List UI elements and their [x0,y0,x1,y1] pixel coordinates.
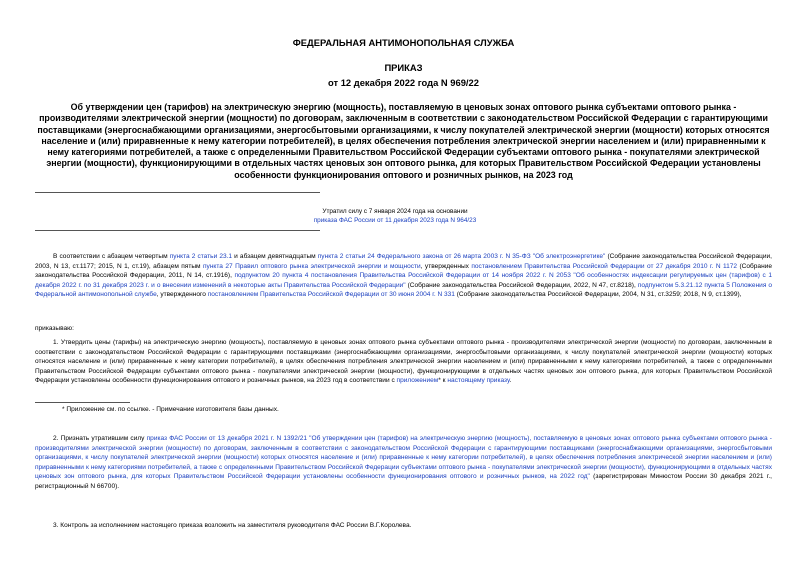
basis-text-4: , утвержденных [420,262,472,270]
appendix-link[interactable]: приложением [396,377,439,384]
basis-text-5: (Собрание законодательства Российской Федерации, 2011, N 14, ст.1916), [35,262,772,279]
regulation-link[interactable]: подпунктом 5.3.21.12 пункта 5 Положения о Федеральной антимонопольной службе [35,281,773,298]
decree-link-1172[interactable]: постановлением Правительства Российской Федерации от 27 декабря 2010 г. N 1172 [471,262,738,270]
basis-text-7: , утвержденного [156,291,208,298]
divider-bottom [35,230,320,231]
decree-link-2053[interactable]: подпунктом 20 пункта 4 постановления Правительства Российской Федерации от 14 ноября 2022 г. N 2053 "Об особенностях индексации регулируемых цен (тарифов) с 1 декабря 2022 г. по 31 декабря 2023 г. и о внесении изменений в некоторые акты Правительства Российской Федерации" [35,272,772,289]
item-3-text: 3. Контроль за исполнением настоящего приказа возложить на заместителя руководителя ФАС России В.Г.Королева. [53,522,412,529]
status-note [270,207,520,226]
divider-top [35,192,320,193]
item-1-text: 1. Утвердить цены (тарифы) на электрическую энергию (мощность), поставляемую в ценовых зонах оптового рынка субъектами оптового рынка - производителями электрической энергии (мощности) по договорам, заключенным в соответствии с законодательством Российской Федерации с гарантирующими поставщиками (энергоснабжающими организациями, энергосбытовыми организациями, к числу покупателей электрической энергии (мощности) которых относятся население и (или) приравненные к нему категории потребителей), в целях обеспечения потребления электрической энергии населением и (или) приравненными к нему категориями потребителей, а также с определенными Правительством Российской Федерации субъектами оптового рынка - покупателями электрической энергии (мощности), функционирующими в отдельных частях ценовых зон оптового рынка, для которых Правительством Российской Федерации установлены особенности функционирования оптового и розничных рынков, на 2023 год в соответствии с [35,339,772,384]
ordered-label: приказываю: [35,325,74,332]
document-title: Об утверждении цен (тарифов) на электрическую энергию (мощность), поставляемую в ценовых зонах оптового рынка субъектами оптового рынка - производителями электрической энергии (мощности) по договорам, заключенным в соответствии с законодательством Российской Федерации с гарантирующими поставщиками (энергоснабжающими организациями, энергосбытовыми организациями, к числу покупателей электрической энергии (мощности) которых относятся население и (или) приравненные к нему категории потребителей), в целях обеспечения потребления электрической энергии населением и (или) приравненными к нему категориями потребителей, а также с определенными Правительством Российской Федерации субъектами оптового рынка - покупателями электрической энергии (мощности), функционирующими в отдельных частях ценовых зон оптового рынка, для которых Правительством Российской Федерации установлены особенности функционирования оптового и розничных рынков, на 2023 год [37,102,770,180]
item-1-paragraph [35,338,772,386]
document-date: от 12 декабря 2022 года N 969/22 [328,77,479,88]
basis-text-6: (Собрание законодательства Российской Федерации, 2022, N 47, ст.8218), [405,281,638,289]
law-link-2[interactable]: пункта 2 статьи 24 Федерального закона от 26 марта 2003 г. N 35-ФЗ "Об электроэнергетике" [317,253,606,260]
decree-link-331[interactable]: постановлением Правительства Российской Федерации от 30 июня 2004 г. N 331 [207,291,455,298]
repeal-order-link[interactable]: приказа ФАС России от 11 декабря 2023 года N 964/23 [313,217,477,225]
agency-name: ФЕДЕРАЛЬНАЯ АНТИМОНОПОЛЬНАЯ СЛУЖБА [292,37,515,48]
basis-paragraph [35,252,772,300]
this-order-link[interactable]: настоящему приказу [447,377,510,384]
basis-text-2: и абзацем девятнадцатым [232,253,318,260]
item-2-end: (зарегистрирован Минюстом России 30 декабря 2021 г., регистрационный N 66700). [35,473,773,490]
rules-link[interactable]: пункта 27 Правил оптового рынка электрической энергии и мощности [203,262,421,270]
status-text: Утратил силу с 7 января 2024 года на основании [322,208,468,215]
law-link-1[interactable]: пункта 2 статьи 23.1 [169,253,233,260]
basis-text-8: (Собрание законодательства Российской Федерации, 2004, N 31, ст.3259; 2018, N 9, ст.1399), [454,291,742,298]
item-2-text: 2. Признать утратившим силу [53,435,145,442]
item-1-mid: * к [438,377,448,384]
footnote-divider [35,402,130,403]
item-3-paragraph [35,521,772,531]
footnote: * Приложение см. по ссылке. - Примечание изготовителя базы данных. [62,406,279,413]
item-1-end: . [509,377,512,384]
document-kind: ПРИКАЗ [384,62,423,73]
item-2-paragraph [35,434,772,491]
basis-text-1: В соответствии с абзацем четвертым [53,253,170,260]
basis-text-3: (Собрание законодательства Российской Федерации, 2003, N 13, ст.1177; 2015, N 1, ст.19), абзацем пятым [35,253,772,270]
repealed-order-link[interactable]: приказ ФАС России от 13 декабря 2021 г. N 1392/21 "Об утверждении цен (тарифов) на электрическую энергию (мощность), поставляемую в ценовых зонах оптового рынка субъектами оптового рынка - производителями электрической энергии (мощности) по договорам, заключенным в соответствии с законодательством Российской Федерации с гарантирующими поставщиками (энергоснабжающими организациями, энергосбытовыми организациями, к числу покупателей электрической энергии (мощности) которых относятся население и (или) приравненные к нему категории потребителей), в целях обеспечения потребления электрической энергии населением и (или) приравненными к нему категориями потребителей, а также с определенными Правительством Российской Федерации субъектами оптового рынка - покупателями электрической энергии (мощности), функционирующими в отдельных частях ценовых зон оптового рынка, для которых Правительством Российской Федерации установлены особенности функционирования оптового и розничных рынков, на 2022 год" [35,435,772,480]
